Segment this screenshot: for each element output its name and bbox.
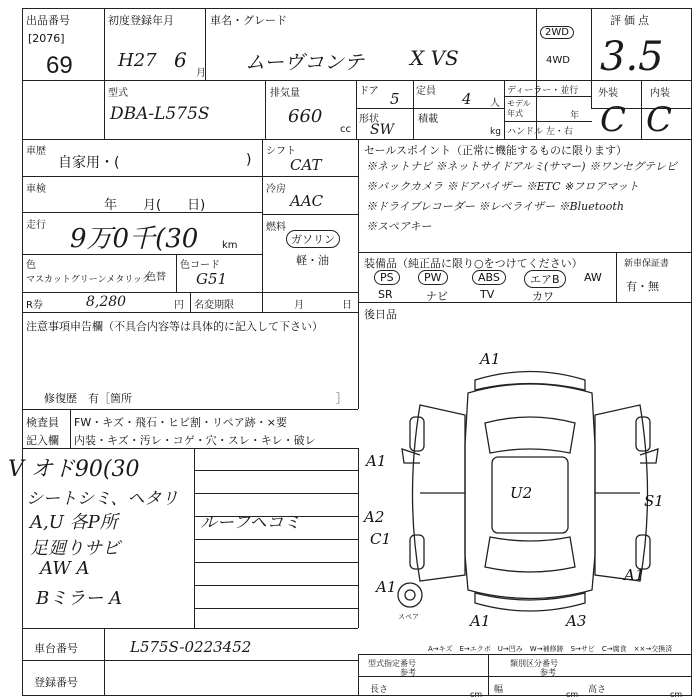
interior-label: 内装	[650, 88, 670, 99]
load-label: 積載	[418, 114, 438, 125]
equip-airbag: エアB	[524, 270, 566, 288]
reg-year: H27	[118, 50, 157, 71]
form-width-unit: cm	[566, 690, 579, 699]
chassis-value: L575S-0223452	[130, 638, 252, 656]
shape-value: SW	[370, 122, 394, 138]
disp-label: 排気量	[270, 88, 300, 99]
model-year-label: モデル年式	[507, 99, 531, 118]
chassis-label: 車台番号	[34, 642, 78, 655]
car-grade: X VS	[410, 46, 459, 70]
equip-abs: ABS	[472, 270, 506, 285]
drive-4wd: 4WD	[546, 55, 570, 66]
color-change-label: 色替	[146, 272, 166, 283]
name-change-day: 日	[342, 300, 352, 311]
recycle-label: R券	[26, 300, 43, 311]
equip-pw: PW	[418, 270, 448, 285]
exterior-label: 外装	[598, 88, 618, 99]
seats-label: 定員	[416, 86, 436, 97]
sales-line-2: ※バックカメラ ※ドアバイザー ※ETC ※フロアマット	[366, 180, 639, 193]
fuel-diesel: 軽・油	[296, 254, 329, 267]
mileage-value: 9万0千(30	[70, 224, 199, 254]
damage-legend: A→キズ E→エクボ U→凹み W→補修跡 S→サビ C→腐食 ××→交換済	[428, 645, 673, 653]
legend-exterior: FW・キズ・飛石・ヒビ割・リペア跡・×要	[74, 416, 287, 429]
equip-navi: ナビ	[426, 290, 448, 303]
disp-value: 660	[288, 106, 323, 127]
usage-label: 車歴	[26, 146, 46, 157]
damage-mark-front: A1	[480, 350, 501, 368]
handwritten-note-1: V オド90(30	[8, 457, 140, 482]
repair-label: 修復歴 有［箇所	[44, 392, 132, 405]
car-name: ムーヴコンテ	[245, 50, 364, 74]
sales-line-4: ※スペアキー	[366, 220, 432, 233]
interior-grade: C	[646, 100, 673, 140]
form-height-label: 高さ	[588, 685, 607, 695]
color-value: マスカットグリーンメタリック	[26, 275, 151, 285]
recycle-value: 8,280	[86, 294, 127, 310]
seats-value: 4	[462, 90, 472, 108]
mileage-label: 走行	[26, 220, 46, 231]
model-code: DBA-L575S	[110, 104, 210, 124]
handwritten-note-4: 足廻りサビ	[30, 538, 120, 559]
door-label: ドア	[359, 86, 379, 97]
regnum-label: 登録番号	[34, 676, 78, 689]
form-length-label: 長さ	[370, 685, 389, 695]
memo-label: 後日品	[364, 308, 397, 321]
usage-value: 自家用・(	[58, 155, 120, 171]
exterior-grade: C	[600, 100, 627, 140]
disp-unit: cc	[340, 124, 351, 135]
handwritten-note-6: Bミラー A	[36, 588, 122, 609]
damage-mark-rear-left: A1	[470, 612, 491, 630]
equip-sr: SR	[378, 288, 393, 301]
inspector-label: 検査員	[26, 416, 59, 429]
form-height-unit: cm	[670, 690, 683, 699]
ac-value: AAC	[290, 192, 324, 210]
damage-mark-right-rear: A1	[624, 566, 645, 584]
equip-label: 装備品（純正品に限り○をつけてください）	[364, 257, 583, 270]
drive-2wd: 2WD	[540, 26, 574, 39]
model-year-unit: 年	[570, 111, 580, 121]
damage-mark-roof: U2	[510, 484, 533, 502]
name-label: 車名・グレード	[210, 14, 287, 27]
form-model-label: 型式指定番号	[368, 659, 416, 668]
equip-tv: TV	[480, 288, 495, 301]
inspection-label: 車検	[26, 184, 46, 195]
reg-month: 6	[174, 48, 187, 72]
seats-unit: 人	[490, 98, 500, 109]
legend-interior: 内装・キズ・汚レ・コゲ・穴・スレ・キレ・破レ	[74, 434, 316, 447]
handwritten-note-2: シートシミ、ヘタリ	[26, 489, 179, 509]
handle-label: ハンドル 左・右	[507, 127, 573, 137]
handwritten-note-3: A,U 各P所	[30, 512, 118, 533]
reg-month-unit: 月	[196, 68, 206, 79]
fuel-gas: ガソリン	[286, 230, 340, 248]
door-value: 5	[390, 90, 400, 108]
damage-mark-left-rear: A1	[376, 578, 397, 596]
handwritten-note-5: AW A	[40, 558, 90, 579]
warranty-value: 有・無	[626, 280, 659, 293]
dealer-label: ディーラー・並行	[507, 86, 579, 96]
sales-label: セールスポイント（正常に機能するものに限ります）	[364, 144, 628, 157]
load-unit: kg	[490, 127, 501, 137]
damage-mark-left-front: A1	[366, 452, 387, 470]
reg-label: 初度登録年月	[108, 14, 174, 27]
sales-line-1: ※ネットナビ ※ネットサイドアルミ(サマー) ※ワンセグテレビ	[366, 160, 677, 173]
form-model-ref: 参考	[400, 668, 416, 677]
equip-aw: AW	[584, 271, 602, 284]
form-class-label: 類別区分番号	[510, 659, 558, 668]
lot-number: 69	[46, 52, 73, 79]
entry-label: 記入欄	[26, 434, 59, 447]
inspection-value: 年 月( 日)	[104, 198, 206, 213]
recycle-unit: 円	[174, 300, 184, 311]
name-change-label: 名変期限	[194, 300, 234, 311]
shift-value: CAT	[290, 156, 322, 174]
equip-leather: カワ	[532, 290, 554, 303]
fuel-label: 燃料	[266, 222, 286, 233]
shape-label: 形状	[359, 114, 379, 125]
notice-label: 注意事項申告欄（不具合内容等は具体的に記入して下さい）	[26, 320, 323, 333]
form-width-label: 幅	[494, 685, 504, 695]
repair-close: ］	[336, 392, 347, 405]
form-class-ref: 参考	[540, 668, 556, 677]
color-code-label: 色コード	[180, 260, 220, 271]
color-code-value: G51	[196, 270, 228, 288]
equip-ps: PS	[374, 270, 400, 285]
spare-label: スペア	[398, 613, 419, 621]
mileage-unit: km	[222, 240, 238, 251]
warranty-label: 新車保証書	[624, 259, 670, 269]
score-label: 評価点	[610, 14, 652, 27]
form-length-unit: cm	[470, 690, 483, 699]
damage-mark-left-door-a: A2	[364, 508, 385, 526]
ac-label: 冷房	[266, 184, 286, 195]
name-change-month: 月	[294, 300, 304, 311]
color-label: 色	[26, 260, 36, 271]
damage-mark-left-door-c: C1	[370, 530, 392, 548]
damage-mark-rear-right: A3	[566, 612, 587, 630]
model-label: 型式	[108, 88, 128, 99]
lot-code: [2076]	[28, 32, 65, 45]
lot-label: 出品番号	[26, 14, 70, 27]
shift-label: シフト	[266, 146, 296, 157]
roof-note: ルーフヘコミ	[200, 513, 301, 533]
damage-mark-right: S1	[644, 492, 664, 510]
score-value: 3.5	[600, 34, 664, 80]
usage-close: )	[246, 152, 252, 168]
sales-line-3: ※ドライブレコーダー ※レベライザー ※Bluetooth	[366, 200, 624, 213]
